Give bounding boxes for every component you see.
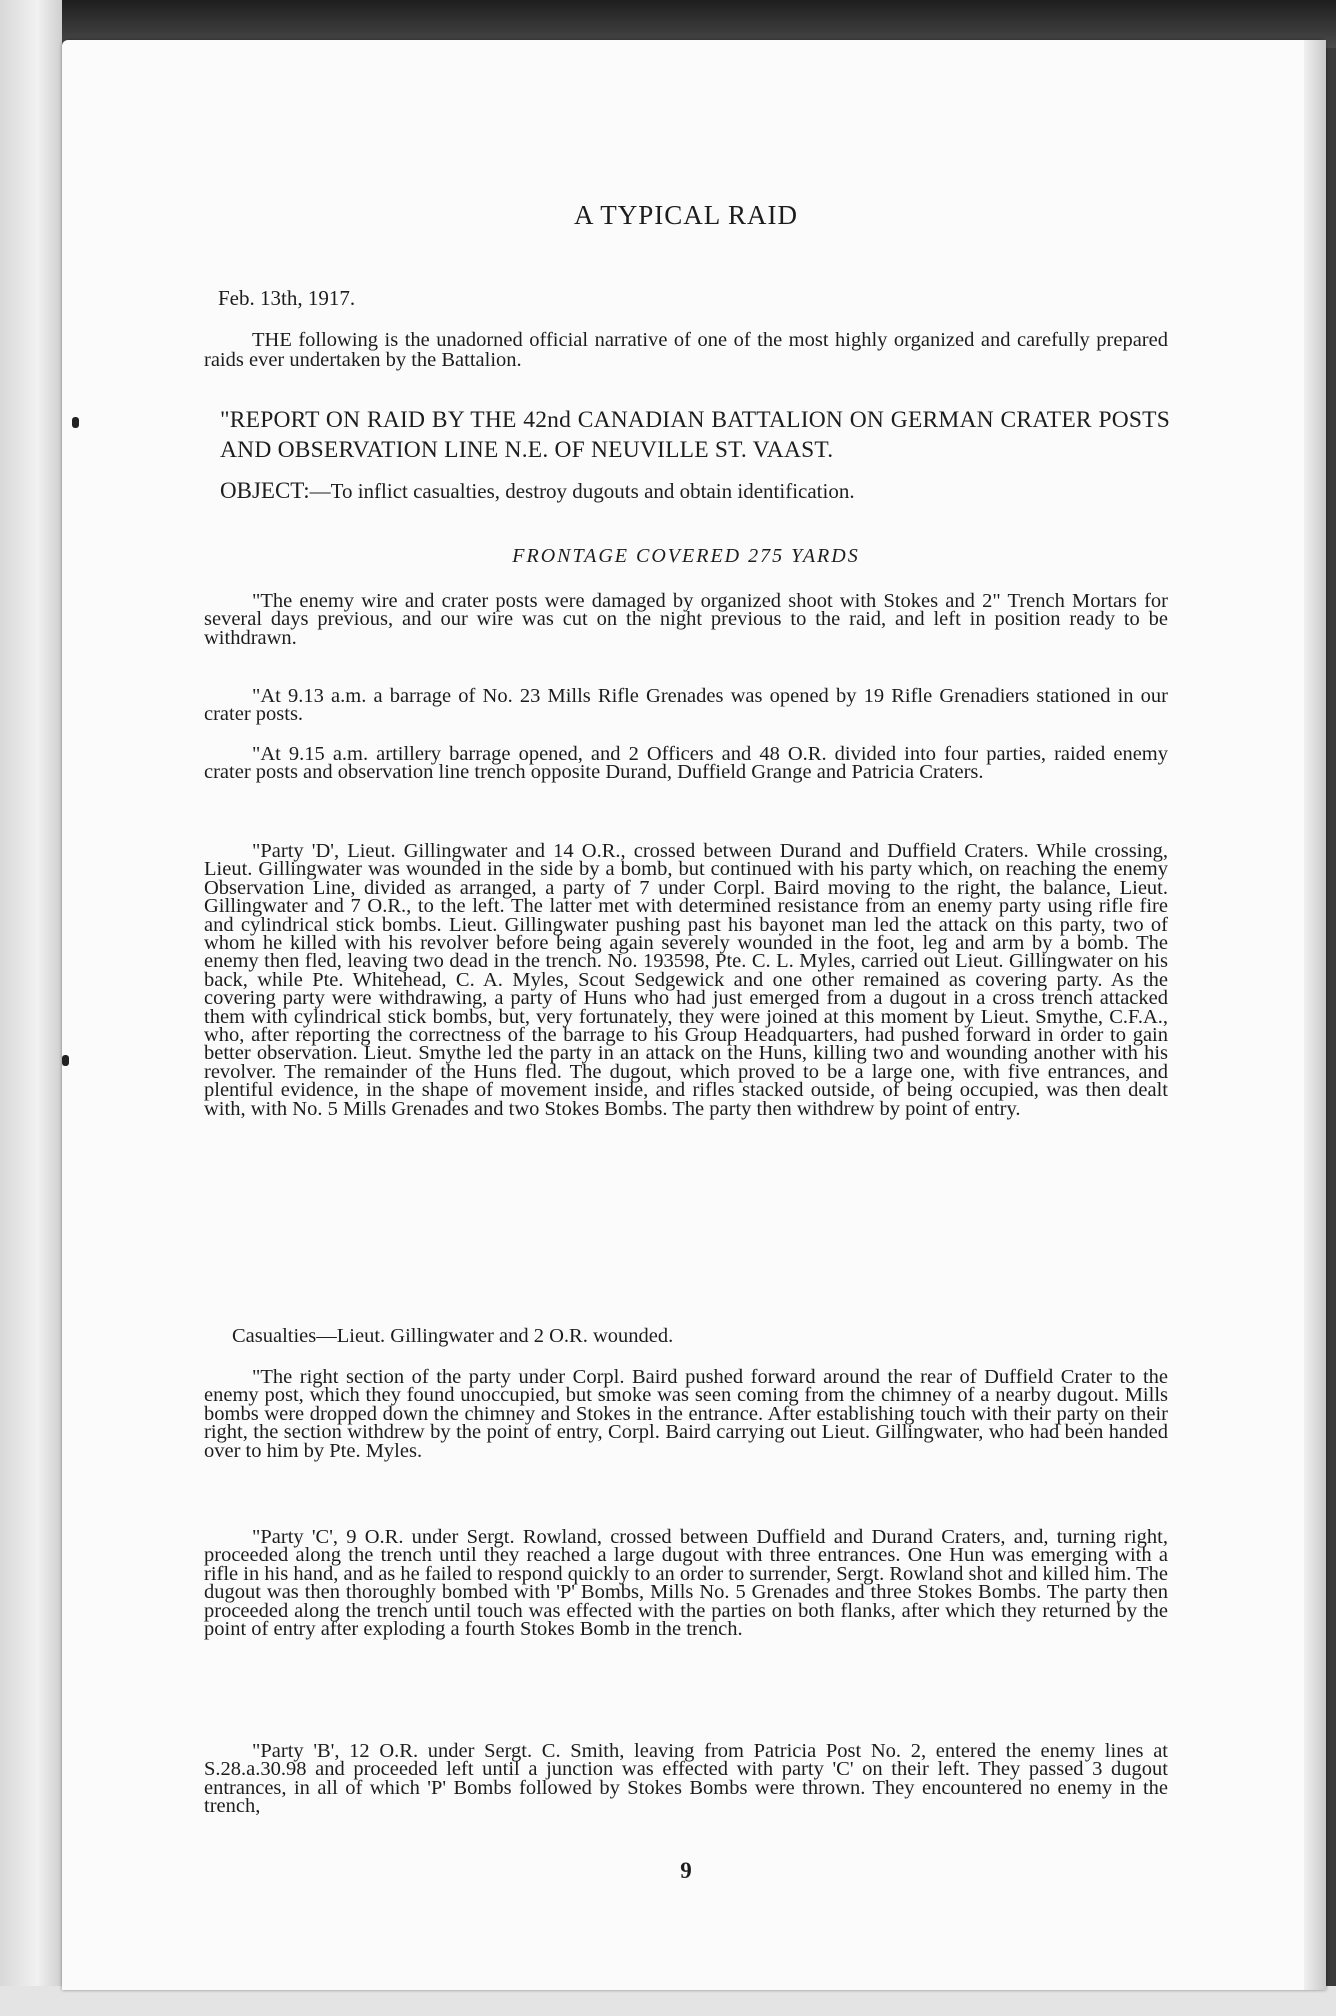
body-paragraph: "The enemy wire and crater posts were damaged by organized shoot with Stokes and 2" Trench Mortars for several days previous, and our wire was cut on the night previous to the raid, and left in position ready to be withdrawn. <box>204 590 1168 649</box>
body-paragraph: "Party 'C', 9 O.R. under Sergt. Rowland, crossed between Duffield and Durand Craters, and, turning right, proceeded along the trench until they reached a large dugout with three entrances. One Hun was emerging with a rifle in his hand, and as he failed to respond quickly to an order to surrender, Sergt. Rowland shot and killed him. The dugout was then thoroughly bombed with 'P' Bombs, Mills No. 5 Grenades and three Stokes Bombs. The party then proceeded along the trench until touch was effected with the parties on both flanks, after which they returned by the point of entry after exploding a fourth Stokes Bomb in the trench. <box>204 1526 1168 1641</box>
body-paragraph: "Party 'D', Lieut. Gillingwater and 14 O.R., crossed between Durand and Duffield Craters. While crossing, Lieut. Gillingwater was wounded in the side by a bomb, but continued with his party which, on reaching the enemy Observation Line, divided as arranged, a party of 7 under Corpl. Baird moving to the right, the balance, Lieut. Gillingwater and 7 O.R., to the left. The latter met with determined resistance from an enemy party using rifle fire and cylindrical stick bombs. Lieut. Gillingwater pushing past his bayonet man led the attack on this party, two of whom he killed with his revolver before being again severely wounded in the foot, leg and arm by a bomb. The enemy then fled, leaving two dead in the trench. No. 193598, Pte. C. L. Myles, carried out Lieut. Gillingwater on his back, while Pte. Whitehead, C. A. Myles, Scout Sedgewick and one other remained as covering party. As the covering party were withdrawing, a party of Huns who had just emerged from a dugout in a cross trench attacked them with cylindrical stick bombs, but, very fortunately, they were joined at this moment by Lieut. Smythe, C.F.A., who, after reporting the correctness of the barrage to his Group Headquarters, had pushed forward in order to gain better observation. Lieut. Smythe led the party in an attack on the Huns, killing two and wounding another with his revolver. The remainder of the Huns fled. The dugout, which proved to be a large one, with five entrances, and plentiful evidence, in the shape of movement inside, and rifles stacked outside, of being occupied, was then dealt with, with No. 5 Mills Grenades and two Stokes Bombs. The party then withdrew by point of entry. <box>204 840 1168 1120</box>
object-label: OBJECT: <box>220 478 310 503</box>
page-edge <box>1304 40 1326 1990</box>
body-paragraph: "Party 'B', 12 O.R. under Sergt. C. Smith, leaving from Patricia Post No. 2, entered the enemy lines at S.28.a.30.98 and proceeded left until a junction was effected with party 'C' on their left. They passed 3 dugout entrances, in all of which 'P' Bombs followed by Stokes Bombs were thrown. They encountered no enemy in the trench, <box>204 1740 1168 1818</box>
scan-left-border <box>0 0 62 2016</box>
book-page <box>62 40 1326 1990</box>
raid-date: Feb. 13th, 1917. <box>218 286 356 310</box>
body-paragraph: "The right section of the party under Corpl. Baird pushed forward around the rear of Duffield Crater to the enemy post, which they found unoccupied, but smoke was seen coming from the chimney of a nearby dugout. Mills bombs were dropped down the chimney and Stokes in the entrance. After establishing touch with their party on their right, the section withdrew by the point of entry, Corpl. Baird carrying out Lieut. Gillingwater, who had been handed over to him by Pte. Myles. <box>204 1366 1168 1462</box>
frontage-subheading: FRONTAGE COVERED 275 YARDS <box>512 545 860 567</box>
scan-bottom-border <box>0 1986 1336 2016</box>
casualties-line: Casualties—Lieut. Gillingwater and 2 O.R. wounded. <box>232 1325 674 1347</box>
body-paragraph: "At 9.13 a.m. a barrage of No. 23 Mills Rifle Grenades was opened by 19 Rifle Grenadiers stationed in our crater posts. <box>204 685 1168 726</box>
report-heading: "REPORT ON RAID BY THE 42nd CANADIAN BATTALION ON GERMAN CRATER POSTS AND OBSERVATION LINE N.E. OF NEUVILLE ST. VAAST. <box>220 407 1170 463</box>
page-title: A TYPICAL RAID <box>573 200 798 230</box>
object-text: —To inflict casualties, destroy dugouts and obtain identification. <box>309 479 855 503</box>
body-paragraph: "At 9.15 a.m. artillery barrage opened, and 2 Officers and 48 O.R. divided into four parties, raided enemy crater posts and observation line trench opposite Durand, Duffield Grange and Patricia Craters. <box>204 743 1168 784</box>
page-number: 9 <box>680 1858 692 1883</box>
margin-mark <box>72 417 79 428</box>
intro-paragraph: THE following is the unadorned official narrative of one of the most highly organized and carefully prepared raids ever undertaken by the Battalion. <box>204 329 1168 371</box>
margin-mark <box>62 1055 69 1066</box>
object-line <box>220 478 855 504</box>
